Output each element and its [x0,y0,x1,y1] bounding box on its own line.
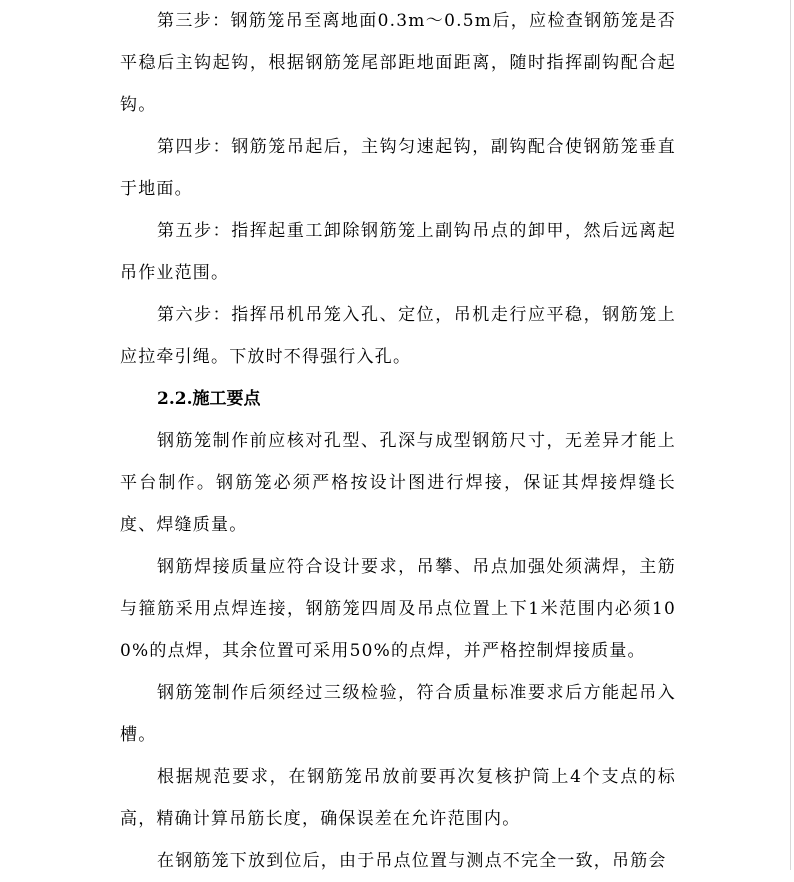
paragraph-step-four: 第四步：钢筋笼吊起后，主钩匀速起钩，副钩配合使钢筋笼垂直于地面。 [120,137,676,199]
paragraph-welding-quality: 钢筋焊接质量应符合设计要求，吊攀、吊点加强处须满焊，主筋与箍筋采用点焊连接，钢筋笼四周及吊点位置上下1米范围内必须100%的点焊，其余位置可采用50%的点焊，并严格控制焊接质量。 [120,557,676,661]
paragraph-elevation-check: 根据规范要求，在钢筋笼吊放前要再次复核护筒上4个支点的标高，精确计算吊筋长度，确保误差在允许范围内。 [120,767,676,829]
document-body [120,0,676,882]
page-edge-divider [790,0,791,870]
paragraph-inspection: 钢筋笼制作后须经过三级检验，符合质量标准要求后方能起吊入槽。 [120,683,676,745]
paragraph-step-three: 第三步：钢筋笼吊至离地面0.3m～0.5m后，应检查钢筋笼是否平稳后主钩起钩，根据钢筋笼尾部距地面距离，随时指挥副钩配合起钩。 [120,11,676,115]
paragraph-cage-fabrication: 钢筋笼制作前应核对孔型、孔深与成型钢筋尺寸，无差异才能上平台制作。钢筋笼必须严格按设计图进行焊接，保证其焊接焊缝长度、焊缝质量。 [120,431,676,535]
paragraph-step-six: 第六步：指挥吊机吊笼入孔、定位，吊机走行应平稳，钢筋笼上应拉牵引绳。下放时不得强行入孔。 [120,305,676,367]
paragraph-lowering: 在钢筋笼下放到位后，由于吊点位置与测点不完全一致，吊筋会 [157,851,667,871]
section-heading: 2.2.施工要点 [157,389,261,409]
paragraph-step-five: 第五步：指挥起重工卸除钢筋笼上副钩吊点的卸甲，然后远离起吊作业范围。 [120,221,676,283]
